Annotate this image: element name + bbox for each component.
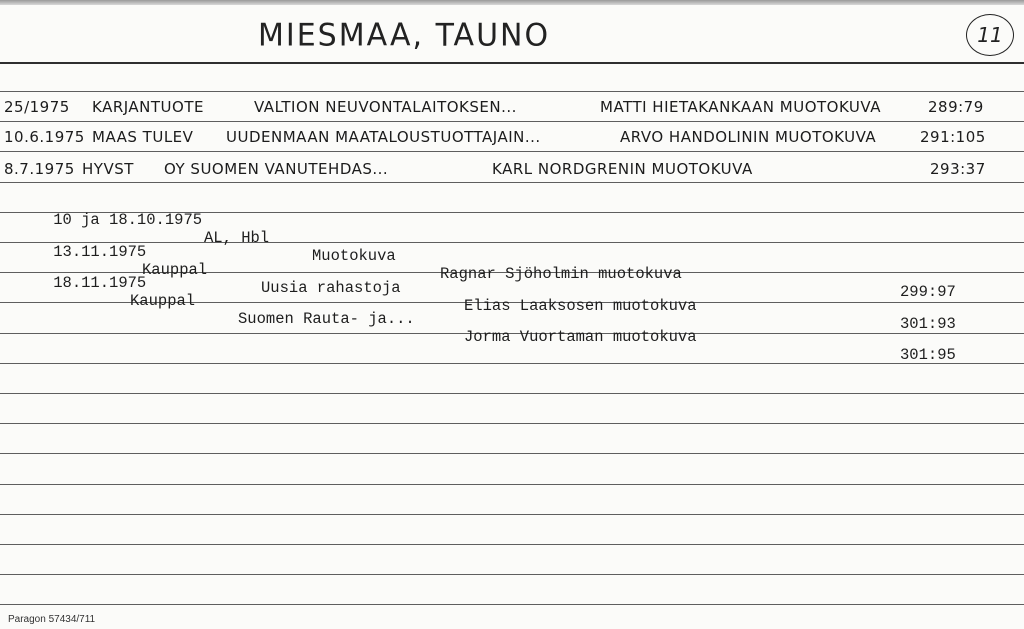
entry-description: Jorma Vuortaman muotokuva	[464, 328, 697, 346]
rule-line	[0, 484, 1024, 485]
rule-line	[0, 453, 1024, 454]
entry-ref: 293:37	[930, 160, 986, 178]
rule-line	[0, 91, 1024, 92]
entry-description: KARL NORDGRENIN MUOTOKUVA	[492, 160, 753, 178]
rule-line	[0, 363, 1024, 364]
card-footer-print: Paragon 57434/711	[8, 614, 96, 625]
entry-source: KARJANTUOTE	[92, 98, 204, 116]
entry-ref: 291:105	[920, 128, 986, 146]
rule-line	[0, 604, 1024, 605]
entry-publication: Muotokuva	[312, 247, 396, 265]
rule-line	[0, 574, 1024, 575]
rule-line	[0, 514, 1024, 515]
entry-description: Elias Laaksosen muotokuva	[464, 297, 697, 315]
rule-line	[0, 393, 1024, 394]
entry-description: Ragnar Sjöholmin muotokuva	[440, 265, 682, 283]
card-number-circle: 11	[966, 14, 1014, 56]
rule-line	[0, 182, 1024, 183]
entry-source: AL, Hbl	[204, 229, 270, 247]
entry-ref: 299:97	[900, 283, 956, 301]
rule-line-header	[0, 62, 1024, 64]
card-top-edge	[0, 0, 1024, 5]
entry-source: HYVST	[82, 160, 134, 178]
entry-ref: 301:95	[900, 346, 956, 364]
card-title-name: MIESMAA, TAUNO	[258, 17, 551, 54]
entry-description: MATTI HIETAKANKAAN MUOTOKUVA	[600, 98, 881, 116]
rule-line	[0, 423, 1024, 424]
entry-date: 18.11.1975	[53, 274, 147, 292]
entry-source: Kauppal	[130, 292, 196, 310]
entry-publication: UUDENMAAN MAATALOUSTUOTTAJAIN...	[226, 128, 541, 146]
entry-row-handwritten	[4, 98, 984, 116]
entry-date: 10 ja 18.10.1975	[53, 211, 203, 229]
entry-publication: OY SUOMEN VANUTEHDAS...	[164, 160, 389, 178]
entry-date: 25/1975	[4, 98, 70, 116]
entry-publication: Suomen Rauta- ja...	[238, 310, 415, 328]
entry-row-handwritten	[4, 128, 986, 146]
entry-date: 8.7.1975	[4, 160, 75, 178]
rule-line	[0, 544, 1024, 545]
entry-row-handwritten	[4, 160, 986, 178]
entry-date: 10.6.1975	[4, 128, 85, 146]
rule-line	[0, 151, 1024, 152]
entry-source: Kauppal	[142, 261, 208, 279]
entry-publication: VALTION NEUVONTALAITOKSEN...	[254, 98, 517, 116]
entry-ref: 301:93	[900, 315, 956, 333]
entry-date: 13.11.1975	[53, 243, 147, 261]
entry-description: ARVO HANDOLININ MUOTOKUVA	[620, 128, 877, 146]
rule-line	[0, 121, 1024, 122]
entry-publication: Uusia rahastoja	[261, 279, 401, 297]
entry-ref: 289:79	[928, 98, 984, 116]
entry-source: MAAS TULEV	[92, 128, 194, 146]
